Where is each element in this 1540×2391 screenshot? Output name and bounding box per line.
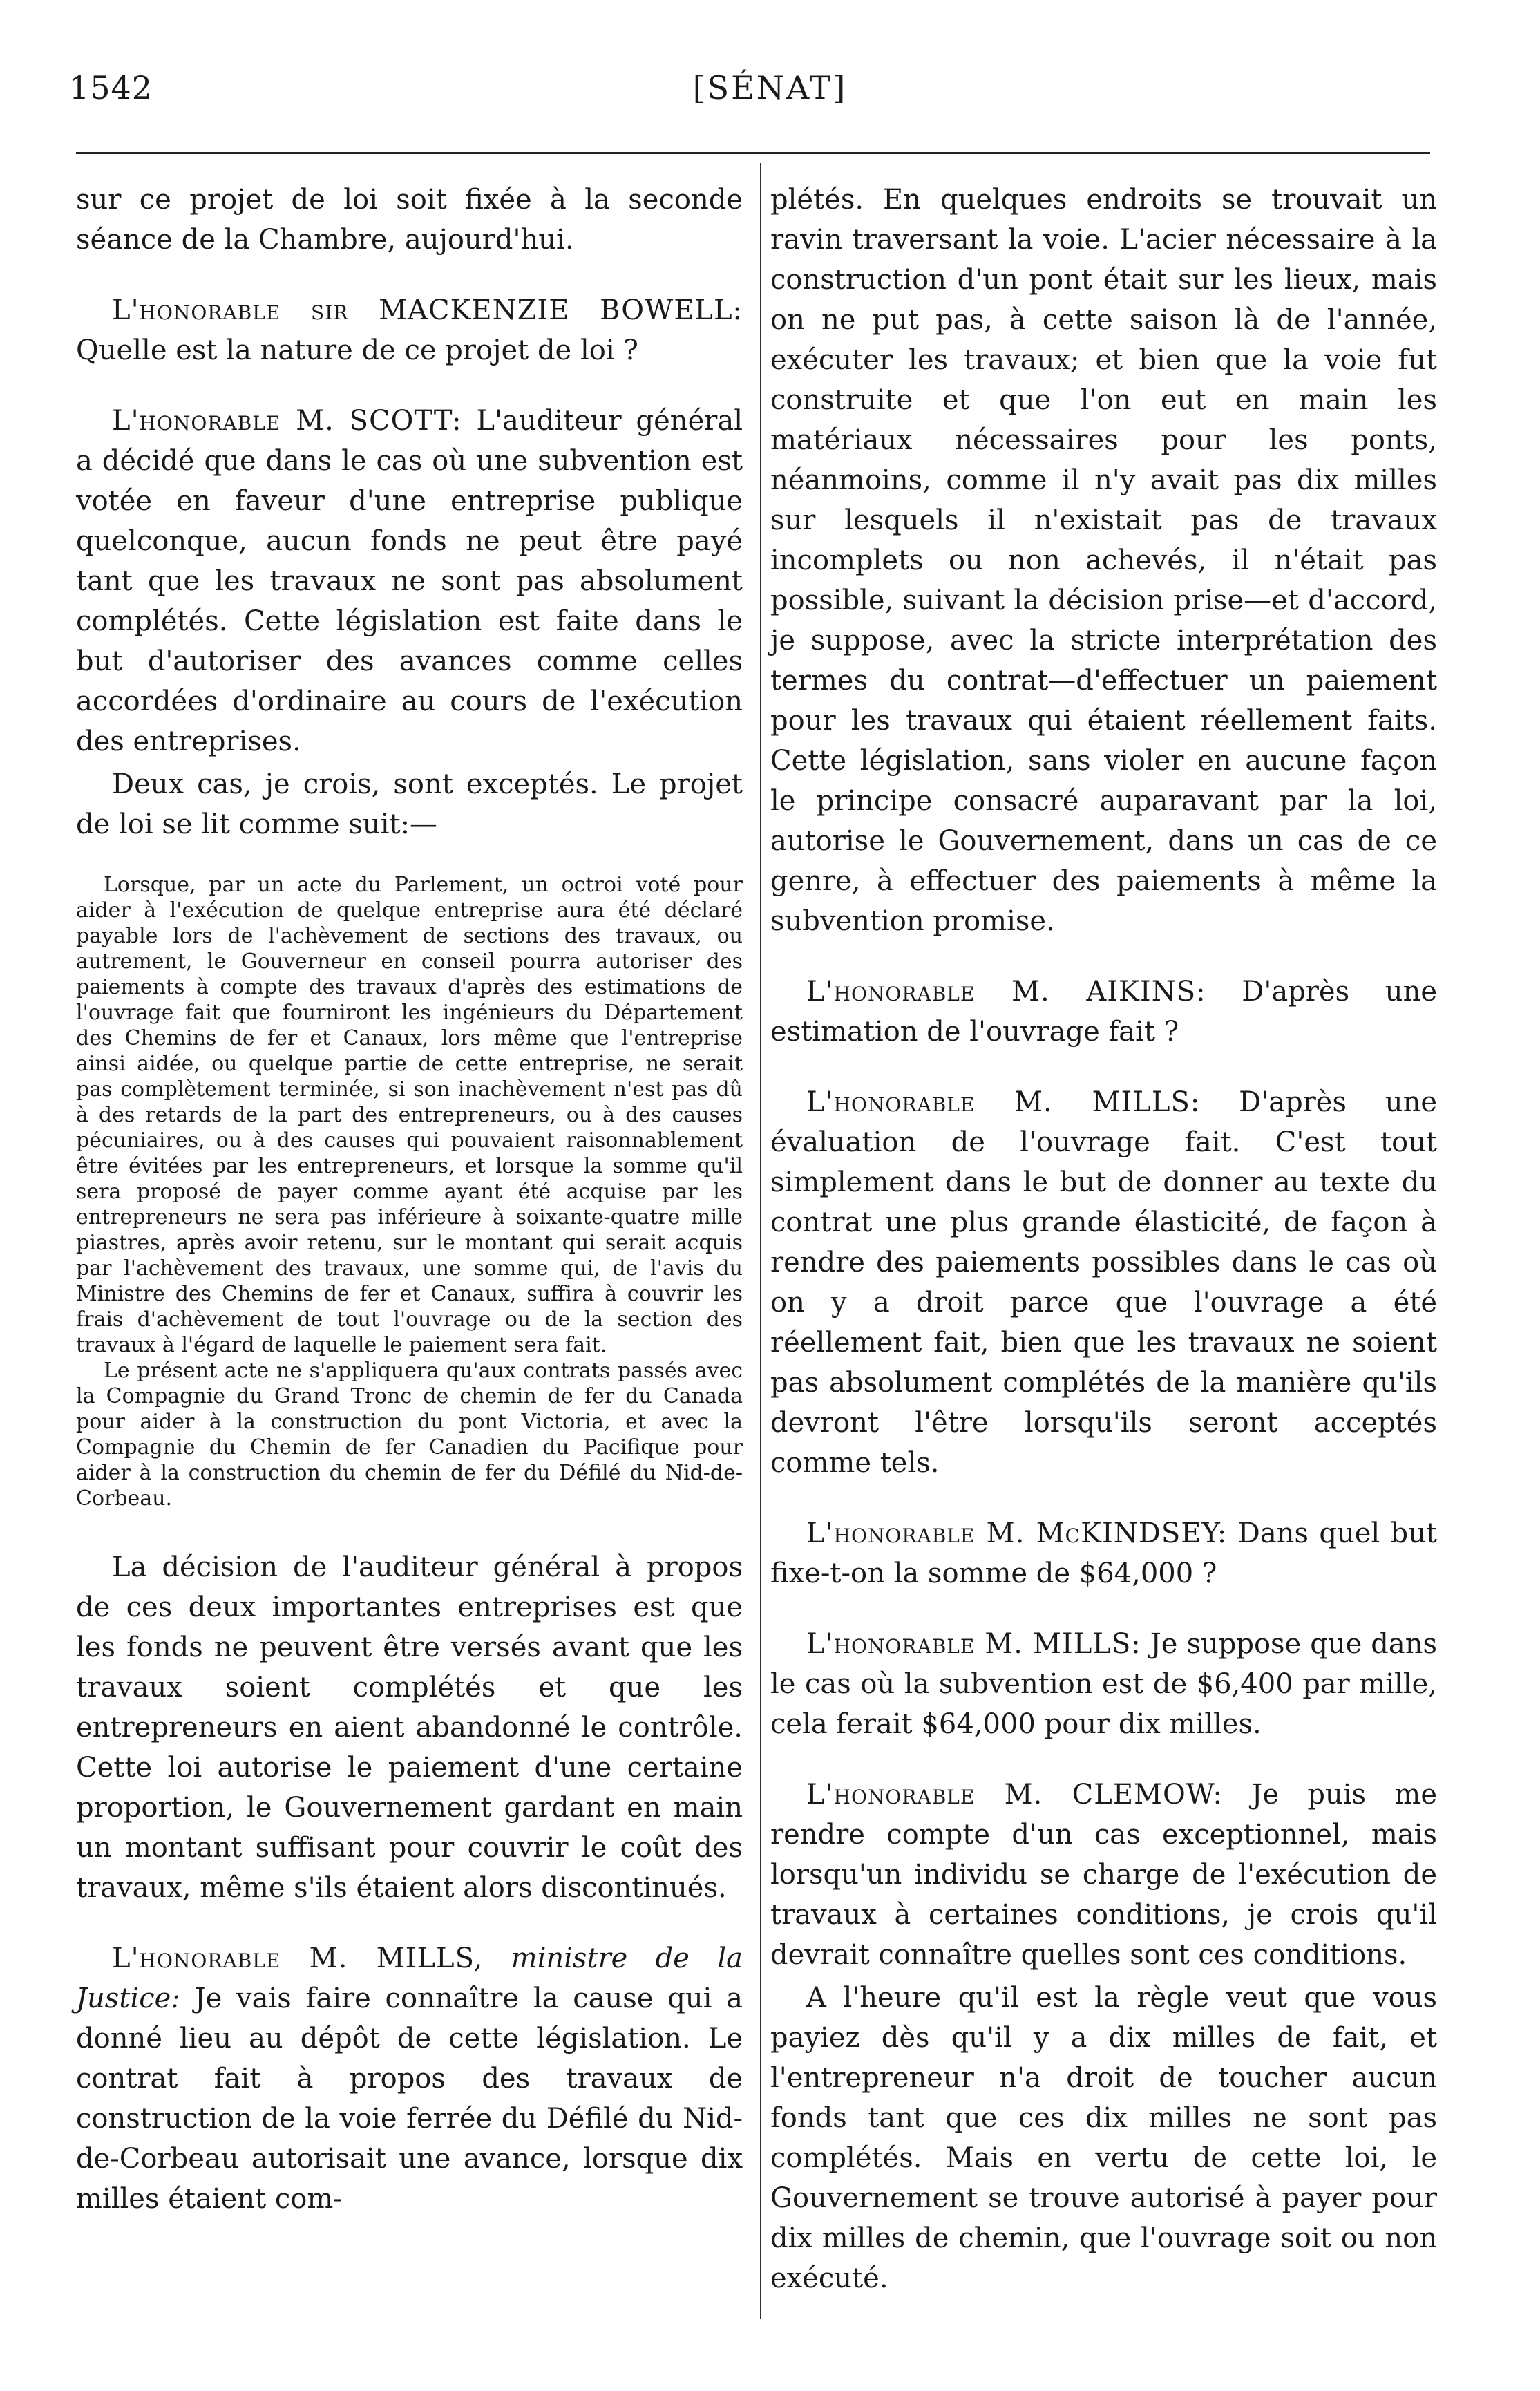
speaker-name: L'honorable M. MILLS:	[806, 1086, 1201, 1118]
speech-text: Quelle est la nature de ce projet de loi ?	[76, 334, 638, 366]
speech-paragraph	[76, 290, 743, 370]
header-rule	[76, 152, 1430, 154]
paragraph: Deux cas, je crois, sont exceptés. Le projet de loi se lit comme suit:—	[76, 768, 743, 840]
quoted-bill-text	[76, 872, 743, 1511]
speech-paragraph	[770, 1624, 1437, 1744]
speech-text: D'après une évaluation de l'ouvrage fait. C'est tout simplement dans le but de donner au texte du contrat une plus grande élasticité, de façon à rendre des paiements possibles dans le cas où on y a droit parce que l'ouvrage a été réellement fait, bien que les travaux ne soient pas absolument complétés de la manière qu'ils devront l'être lorsqu'ils seront acceptés comme tels.	[770, 1086, 1437, 1479]
speech-paragraph	[770, 1082, 1437, 1483]
paragraph: A l'heure qu'il est la règle veut que vous payiez dès qu'il y a dix milles de fait, et l'entrepreneur n'a droit de toucher aucun fonds tant que ces dix milles ne sont pas complétés. Mais en vertu de cette loi, le Gouvernement se trouve autorisé à payer pour dix milles de chemin, que l'ouvrage soit ou non exécuté.	[770, 1982, 1437, 2294]
speaker-name: L'honorable M. SCOTT:	[112, 405, 462, 437]
left-column	[76, 180, 743, 2219]
speech-paragraph	[76, 1938, 743, 2219]
speech-paragraph	[770, 1775, 1437, 1975]
quote-paragraph: Le présent acte ne s'appliquera qu'aux contrats passés avec la Compagnie du Grand Tronc de chemin de fer du Canada pour aider à la construction du pont Victoria, et avec la Compagnie du Chemin de fer Canadien du Pacifique pour aider à la construction du chemin de fer du Défilé du Nid-de-Corbeau.	[76, 1359, 743, 1511]
speech-paragraph	[76, 401, 743, 762]
paragraph: La décision de l'auditeur général à propos de ces deux importantes entreprises est que les fonds ne peuvent être versés avant que les travaux soient complétés et que les entrepreneurs en aient abandonné le contrôle. Cette loi autorise le paiement d'une certaine proportion, le Gouvernement gardant en main un montant suffisant pour couvrir le coût des travaux, même s'ils étaient alors discontinués.	[76, 1551, 743, 1904]
speech-text: Dans quel but fixe-t-on la somme de $64,000 ?	[770, 1518, 1437, 1589]
speaker-name: L'honorable M. McKINDSEY:	[806, 1518, 1228, 1549]
speaker-name: L'honorable sir MACKENZIE BOWELL:	[112, 294, 743, 326]
speech-paragraph	[770, 972, 1437, 1052]
speech-text: L'auditeur général a décidé que dans le cas où une subvention est votée en faveur d'une entreprise publique quelconque, aucun fonds ne peut être payé tant que les travaux ne sont pas absolument complétés. Cette législation est faite dans le but d'autoriser des avances comme celles accordées d'ordinaire au cours de l'exécution des entreprises.	[76, 405, 743, 757]
speech-paragraph	[770, 1513, 1437, 1594]
speech-text: Je suppose que dans le cas où la subvention est de $6,400 par mille, cela ferait $64,000 pour dix milles.	[770, 1628, 1437, 1740]
quote-paragraph: Lorsque, par un acte du Parlement, un octroi voté pour aider à l'exécution de quelque entreprise aura été déclaré payable lors de l'achèvement de sections des travaux, ou autrement, le Gouverneur en conseil pourra autoriser des paiements à compte des travaux d'après des estimations de l'ouvrage fait que fourniront les ingénieurs du Département des Chemins de fer et Canaux, lors même que l'entreprise ainsi aidée, ou quelque partie de cette entreprise, ne serait pas complètement terminée, si son inachèvement n'est pas dû à des retards de la part des entrepreneurs, ou à des causes pécuniaires, ou à des causes qui pouvaient raisonnablement être évitées par les entrepreneurs, et lorsque la somme qu'il sera proposé de payer comme ayant été acquise par les entrepreneurs ne sera pas inférieure à soixante-quatre mille piastres, après avoir retenu, sur le montant qui serait acquis par l'achèvement des travaux, une somme qui, de l'avis du Ministre des Chemins de fer et Canaux, suffira à couvrir les frais d'achèvement de tout l'ouvrage ou de la section des travaux à l'égard de laquelle le paiement sera fait.	[76, 873, 743, 1357]
speaker-name: L'honorable M. MILLS,	[112, 1943, 484, 1974]
page-header	[69, 69, 1471, 124]
paragraph: plétés. En quelques endroits se trouvait un ravin traversant la voie. L'acier nécessaire à la construction d'un pont était sur les lieux, mais on ne put pas, à cette saison là de l'année, exécuter les travaux; et bien que la voie fut construite et que l'on eut en main les matériaux nécessaires pour les ponts, néanmoins, comme il n'y avait pas dix milles sur lesquels il n'existait pas de travaux incomplets ou non achevés, il n'était pas possible, suivant la décision prise—et d'accord, je suppose, avec la stricte interprétation des termes du contrat—d'effectuer un paiement pour les travaux qui étaient réellement faits. Cette législation, sans violer en aucune façon le principe consacré auparavant par la loi, autorise le Gouvernement, dans un cas de ce genre, à effectuer des paiements à même la subvention promise.	[770, 184, 1437, 937]
speaker-name: L'honorable M. AIKINS:	[806, 976, 1206, 1008]
speaker-title: ministre de la Justice:	[76, 1943, 743, 2014]
paragraph: sur ce projet de loi soit fixée à la seconde séance de la Chambre, aujourd'hui.	[76, 184, 743, 256]
page-number: 1542	[69, 69, 153, 106]
speech-text: Je puis me rendre compte d'un cas exceptionnel, mais lorsqu'un individu se charge de l'exécution de travaux à certaines conditions, je crois qu'il devrait connaître quelles sont ces conditions.	[770, 1779, 1437, 1971]
speaker-name: L'honorable M. MILLS:	[806, 1628, 1141, 1660]
speaker-name: L'honorable M. CLEMOW:	[806, 1779, 1223, 1811]
speech-text: D'après une estimation de l'ouvrage fait ?	[770, 976, 1437, 1048]
column-divider	[760, 163, 761, 2319]
running-head: [SÉNAT]	[692, 69, 848, 106]
right-column	[770, 180, 1437, 2298]
speech-text: Je vais faire connaître la cause qui a donné lieu au dépôt de cette législation. Le contrat fait à propos des travaux de construction de la voie ferrée du Défilé du Nid-de-Corbeau autorisait une avance, lorsque dix milles étaient com-	[76, 1983, 743, 2215]
